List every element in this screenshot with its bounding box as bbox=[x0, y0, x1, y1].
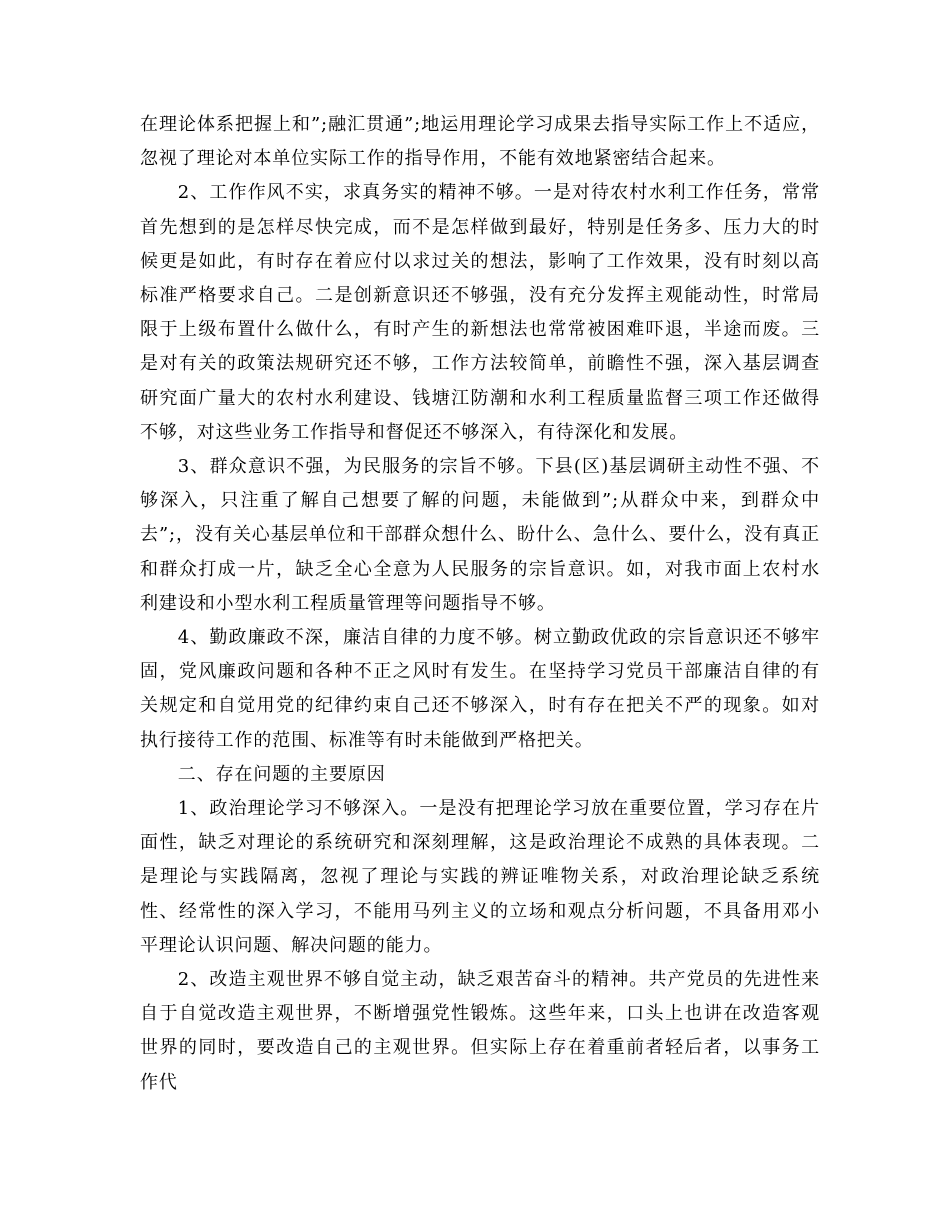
paragraph-mass-awareness: 3、群众意识不强，为民服务的宗旨不够。下县(区)基层调研主动性不强、不够深入，只注重了解自己想要了解的问题，未能做到”;从群众中来，到群众中去”;，没有关心基层单位和干部群众想什么、盼什么、急什么、要什么，没有真正和群众打成一片，缺乏全心全意为人民服务的宗旨意识。如，对我市面上农村水利建设和小型水利工程质量管理等问题指导不够。 bbox=[140, 456, 820, 614]
paragraph-diligence-integrity: 4、勤政廉政不深，廉洁自律的力度不够。树立勤政优政的宗旨意识还不够牢固，党风廉政问题和各种不正之风时有发生。在坚持学习党员干部廉洁自律的有关规定和自觉用党的纪律约束自己还不够深入，时有存在把关不严的现象。如对执行接待工作的范围、标准等有时未能做到严格把关。 bbox=[140, 627, 820, 751]
section-heading-main-causes: 二、存在问题的主要原因 bbox=[177, 763, 386, 785]
paragraph-work-style: 2、工作作风不实，求真务实的精神不够。一是对待农村水利工作任务，常常首先想到的是怎样尽快完成，而不是怎样做到最好，特别是任务多、压力大的时候更是如此，有时存在着应付以求过关的想法，影响了工作效果，没有时刻以高标准严格要求自己。二是创新意识还不够强，没有充分发挥主观能动性，时常局限于上级布置什么做什么，有时产生的新想法也常常被困难吓退，半途而废。三是对有关的政策法规研究还不够，工作方法较简单，前瞻性不强，深入基层调查研究面广量大的农村水利建设、钱塘江防潮和水利工程质量监督三项工作还做得不够，对这些业务工作指导和督促还不够深入，有待深化和发展。 bbox=[140, 182, 820, 443]
paragraph-subjective-world: 2、改造主观世界不够自觉主动，缺乏艰苦奋斗的精神。共产党员的先进性来自于自觉改造主观世界，不断增强党性锻炼。这些年来，口头上也讲在改造客观世界的同时，要改造自己的主观世界。但实际上存在着重前者轻后者，以事务工作代 bbox=[140, 969, 820, 1093]
paragraph-continuation: 在理论体系把握上和”;融汇贯通”;地运用理论学习成果去指导实际工作上不适应，忽视了理论对本单位实际工作的指导作用，不能有效地紧密结合起来。 bbox=[140, 114, 820, 170]
paragraph-political-theory: 1、政治理论学习不够深入。一是没有把理论学习放在重要位置，学习存在片面性，缺乏对理论的系统研究和深刻理解，这是政治理论不成熟的具体表现。二是理论与实践隔离，忽视了理论与实践的辨证唯物关系，对政治理论缺乏系统性、经常性的深入学习，不能用马列主义的立场和观点分析问题，不具备用邓小平理论认识问题、解决问题的能力。 bbox=[140, 798, 820, 956]
